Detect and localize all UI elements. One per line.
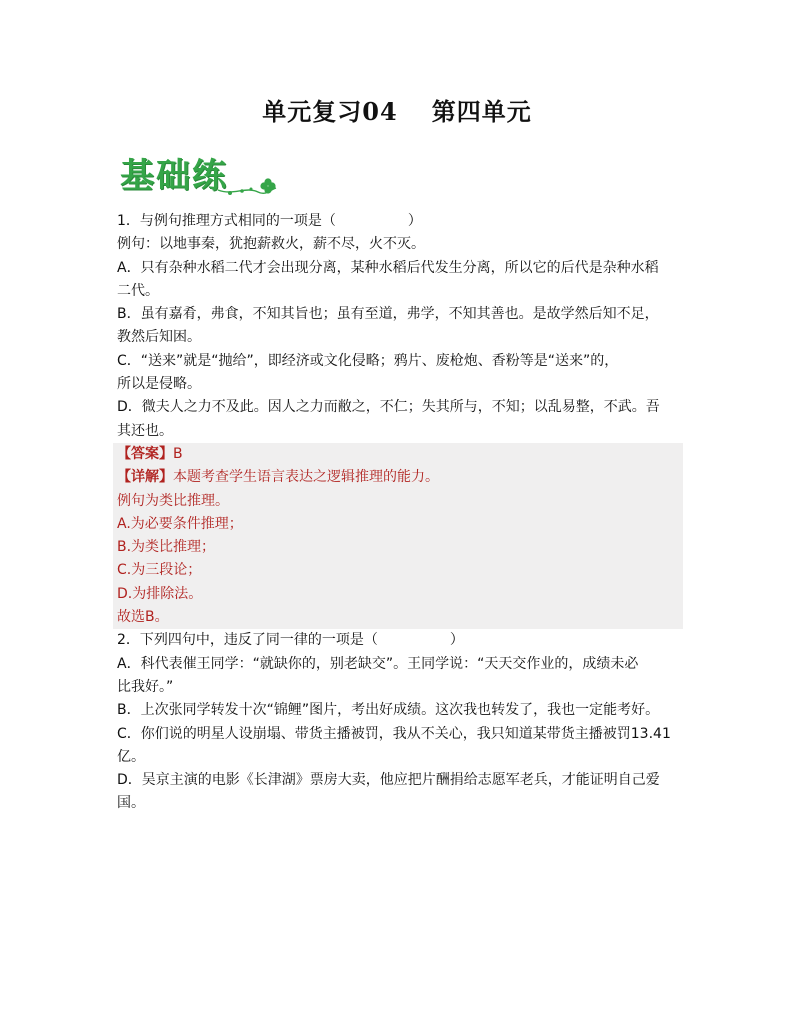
q1-example: 例句：以地事秦，犹抱薪救火，薪不尽，火不灭。 (117, 236, 425, 253)
q1-option-d-cont: 其还也。 (117, 422, 173, 439)
q2-option-c-cont: 亿。 (117, 748, 145, 765)
answer-line: 【答案】B (117, 445, 183, 462)
title-unit-review: 单元复习04 (262, 97, 398, 126)
q1-option-c-cont: 所以是侵略。 (117, 376, 201, 393)
q1-option-a-cont: 二代。 (117, 282, 159, 299)
q1-option-b-cont: 教然后知困。 (117, 329, 201, 346)
clover-vine-icon (118, 146, 283, 202)
title-unit-four: 第四单元 (431, 97, 532, 126)
explanation-line: C.为三段论； (117, 562, 202, 579)
q2-option-a: A．科代表催王同学：“就缺你的，别老缺交”。王同学说：“天天交作业的，成绩未必 (117, 655, 639, 672)
q1-option-d: D．微夫人之力不及此。因人之力而敝之，不仁；失其所与，不知；以乱易整，不武。吾 (117, 399, 660, 416)
detail-line: 【详解】本题考查学生语言表达之逻辑推理的能力。 (117, 469, 439, 486)
explanation-line: A.为必要条件推理； (117, 515, 243, 532)
q2-option-c: C．你们说的明星人设崩塌、带货主播被罚，我从不关心，我只知道某带货主播被罚13.41 (117, 725, 671, 742)
q2-option-d: D．吴京主演的电影《长津湖》票房大卖，他应把片酬捐给志愿军老兵，才能证明自己爱 (117, 772, 660, 789)
question-content (117, 210, 677, 816)
q2-option-d-cont: 国。 (117, 795, 145, 812)
q2-option-b: B．上次张同学转发十次“锦鲤”图片，考出好成绩。这次我也转发了，我也一定能考好。 (117, 702, 660, 719)
q1-stem: 1．与例句推理方式相同的一项是（ ） (117, 213, 422, 229)
answer-block (113, 443, 683, 629)
q1-option-a: A．只有杂种水稻二代才会出现分离，某种水稻后代发生分离，所以它的后代是杂种水稻 (117, 259, 659, 276)
page-title (0, 92, 794, 127)
q1-option-b: B．虽有嘉肴，弗食，不知其旨也；虽有至道，弗学，不知其善也。是故学然后知不足， (117, 306, 659, 323)
explanation-line: D.为排除法。 (117, 585, 203, 602)
q2-stem: 2．下列四句中，违反了同一律的一项是（ ） (117, 632, 464, 649)
basic-practice-logo (118, 146, 283, 202)
explanation-line: 例句为类比推理。 (117, 492, 229, 509)
explanation-line: B.为类比推理； (117, 539, 216, 556)
q1-option-c: C．“送来”就是“抛给”，即经济或文化侵略；鸦片、废枪炮、香粉等是“送来”的， (117, 352, 619, 369)
q2-option-a-cont: 比我好。” (117, 678, 174, 695)
logo-text: 基础练 (120, 156, 228, 196)
explanation-line: 故选B。 (117, 609, 169, 626)
